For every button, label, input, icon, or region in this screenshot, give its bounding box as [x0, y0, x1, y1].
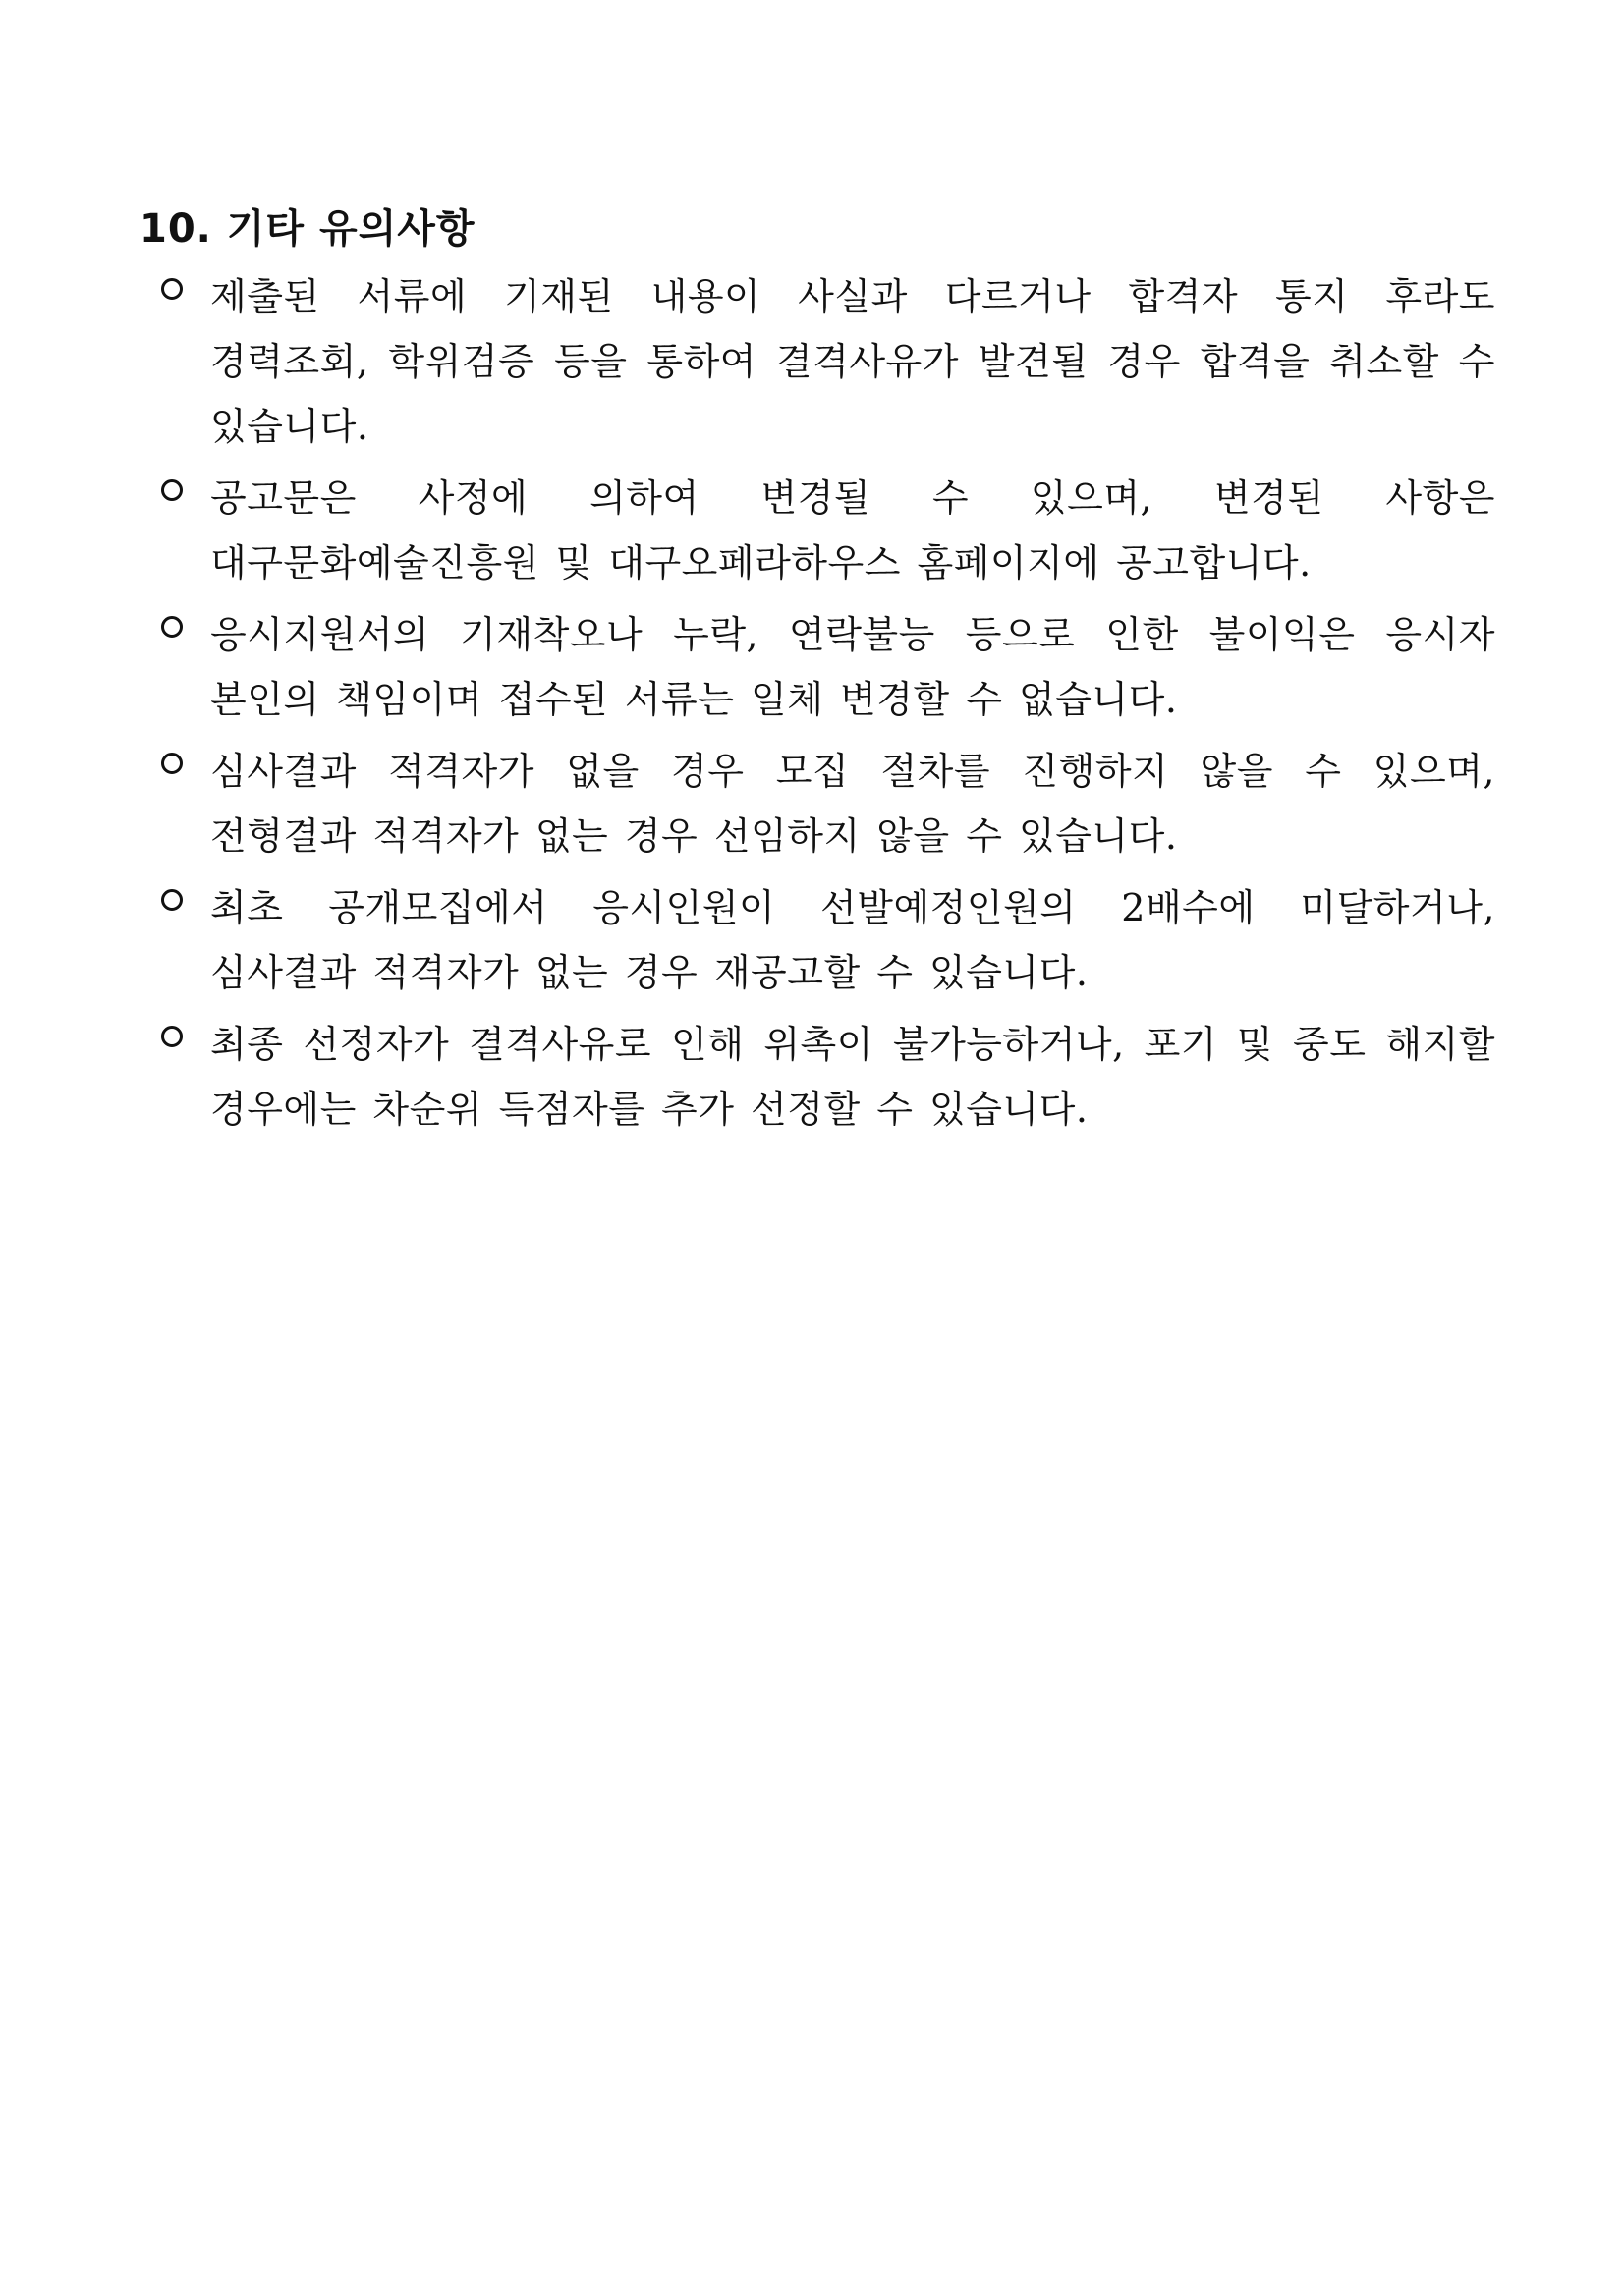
circle-bullet-icon	[161, 753, 183, 774]
list-item-text: 심사결과 적격자가 없을 경우 모집 절차를 진행하지 않을 수 있으며, 전형결과 적격자가 없는 경우 선임하지 않을 수 있습니다.	[210, 750, 1495, 858]
list-item	[140, 264, 1495, 459]
list-item	[140, 602, 1495, 732]
circle-bullet-icon	[161, 479, 183, 501]
section-title: 10. 기타 유의사항	[140, 206, 476, 252]
list-item-text: 제출된 서류에 기재된 내용이 사실과 다르거나 합격자 통지 후라도 경력조회, 학위검증 등을 통하여 결격사유가 발견될 경우 합격을 취소할 수 있습니다.	[210, 275, 1495, 448]
list-item	[140, 466, 1495, 595]
list-item-text: 최종 선정자가 결격사유로 인해 위촉이 불가능하거나, 포기 및 중도 해지할 경우에는 차순위 득점자를 추가 선정할 수 있습니다.	[210, 1023, 1495, 1131]
notice-section	[140, 201, 1495, 1148]
list-item	[140, 739, 1495, 868]
notice-list	[140, 264, 1495, 1142]
circle-bullet-icon	[161, 278, 183, 300]
circle-bullet-icon	[161, 889, 183, 911]
list-item-text: 최초 공개모집에서 응시인원이 선발예정인원의 2배수에 미달하거나, 심사결과 적격자가 없는 경우 재공고할 수 있습니다.	[210, 886, 1495, 994]
list-item-text: 응시지원서의 기재착오나 누락, 연락불능 등으로 인한 불이익은 응시자 본인의 책임이며 접수된 서류는 일체 변경할 수 없습니다.	[210, 613, 1495, 721]
circle-bullet-icon	[161, 1026, 183, 1047]
list-item-text: 공고문은 사정에 의하여 변경될 수 있으며, 변경된 사항은 대구문화예술진흥원 및 대구오페라하우스 홈페이지에 공고합니다.	[210, 476, 1495, 585]
list-item	[140, 875, 1495, 1005]
circle-bullet-icon	[161, 616, 183, 638]
list-item	[140, 1012, 1495, 1142]
